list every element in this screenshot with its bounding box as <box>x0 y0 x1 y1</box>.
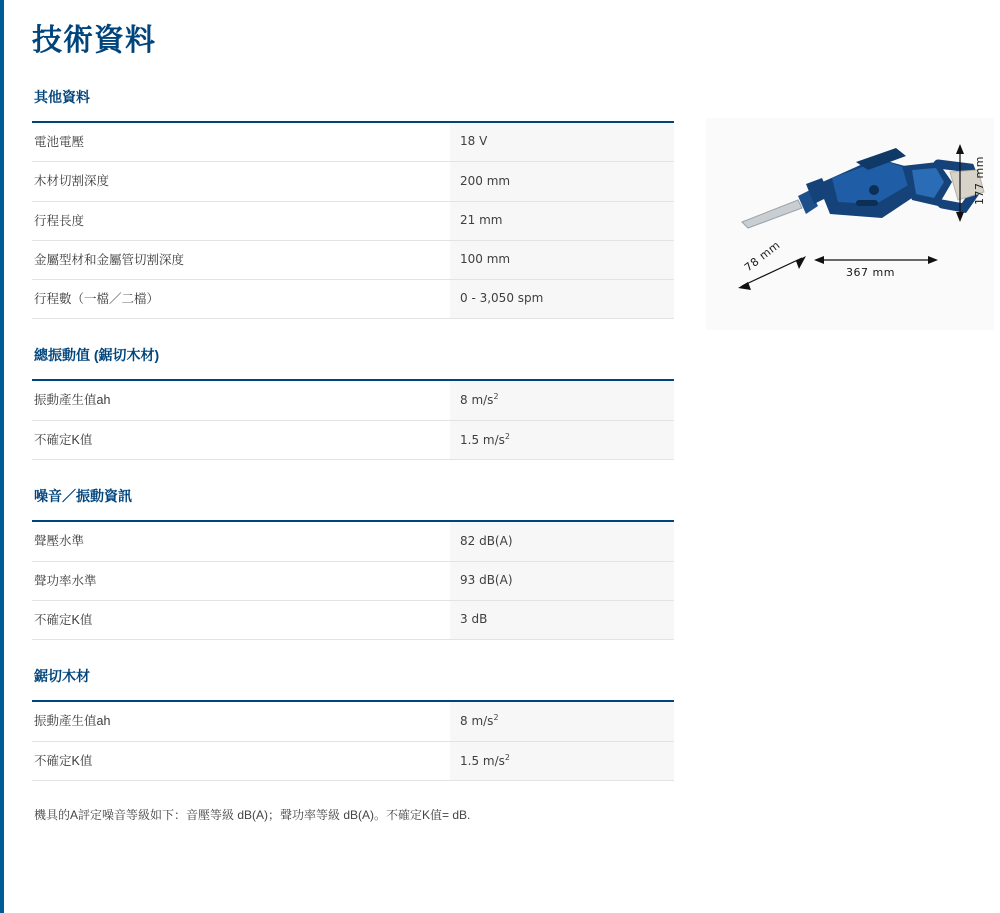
table-row <box>32 201 674 240</box>
table-row <box>32 741 674 781</box>
dimension-width-label: 78 mm <box>742 238 783 275</box>
table-row <box>32 380 674 420</box>
row-value <box>450 741 674 781</box>
spec-table <box>32 121 674 319</box>
row-value-text: 1.5 m/s <box>460 432 505 447</box>
product-image-panel <box>706 118 994 330</box>
page-title: 技術資料 <box>32 24 156 57</box>
row-value-sup: 2 <box>504 752 510 762</box>
spec-table <box>32 700 674 781</box>
section-title: 噪音／振動資訊 <box>34 488 132 505</box>
row-label: 不確定K值 <box>32 741 450 781</box>
dimension-height-label: 177 mm <box>973 156 986 205</box>
table-row <box>32 162 674 201</box>
row-label: 電池電壓 <box>32 122 450 162</box>
table-row <box>32 240 674 279</box>
row-label: 振動產生值ah <box>32 701 450 741</box>
table-row <box>32 561 674 600</box>
row-label: 聲功率水準 <box>32 561 450 600</box>
table-row <box>32 701 674 741</box>
row-value-sup: 2 <box>493 713 499 723</box>
section-title: 總振動值 (鋸切木材) <box>34 347 160 364</box>
table-row <box>32 122 674 162</box>
spec-table <box>32 520 674 640</box>
spec-table <box>32 379 674 460</box>
table-row <box>32 600 674 639</box>
row-value: 82 dB(A) <box>450 521 674 561</box>
table-row <box>32 521 674 561</box>
row-label: 木材切割深度 <box>32 162 450 201</box>
row-value: 3 dB <box>450 600 674 639</box>
row-value: 100 mm <box>450 240 674 279</box>
document-content <box>4 0 704 824</box>
dimension-length-label: 367 mm <box>846 266 895 279</box>
table-row <box>32 420 674 460</box>
section-noise-vibration <box>32 486 674 640</box>
section-sawing-wood <box>32 666 674 781</box>
row-value: 93 dB(A) <box>450 561 674 600</box>
row-value: 18 V <box>450 122 674 162</box>
row-value <box>450 380 674 420</box>
section-title: 其他資料 <box>34 89 90 105</box>
row-value: 21 mm <box>450 201 674 240</box>
row-value-sup: 2 <box>493 392 499 402</box>
section-vibration-total <box>32 345 674 460</box>
row-value <box>450 420 674 460</box>
row-label: 金屬型材和金屬管切割深度 <box>32 240 450 279</box>
section-other-data <box>32 87 674 319</box>
row-value: 0 - 3,050 spm <box>450 280 674 319</box>
table-row <box>32 280 674 319</box>
row-label: 聲壓水準 <box>32 521 450 561</box>
row-value-text: 1.5 m/s <box>460 753 505 768</box>
footnote: 機具的A評定噪音等級如下：音壓等級 dB(A)；聲功率等級 dB(A)。不確定K值= dB. <box>34 808 471 823</box>
row-label: 不確定K值 <box>32 600 450 639</box>
row-value-sup: 2 <box>504 431 510 441</box>
row-value-text: 8 m/s <box>460 714 494 729</box>
row-value-text: 8 m/s <box>460 393 494 408</box>
reciprocating-saw-illustration <box>706 118 994 330</box>
row-label: 行程數（一檔／二檔） <box>32 280 450 319</box>
row-value <box>450 701 674 741</box>
section-title: 鋸切木材 <box>34 668 90 685</box>
row-label: 不確定K值 <box>32 420 450 460</box>
row-label: 振動產生值ah <box>32 380 450 420</box>
row-label: 行程長度 <box>32 201 450 240</box>
row-value: 200 mm <box>450 162 674 201</box>
